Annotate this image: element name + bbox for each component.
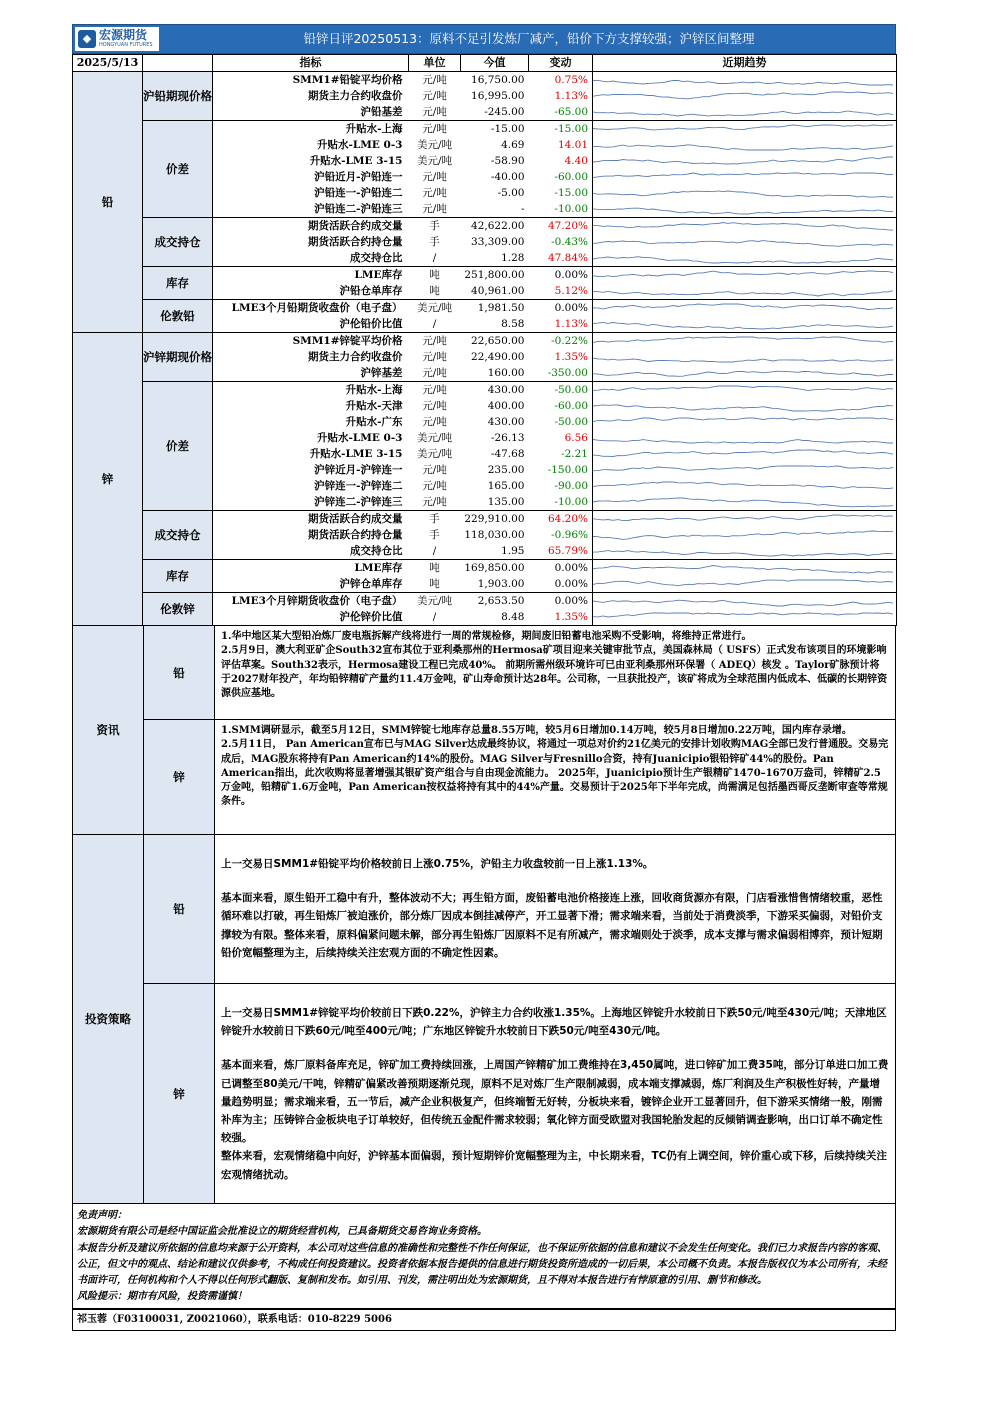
value-cell: 22,490.00 (471, 351, 525, 363)
trend-sparkline (593, 560, 897, 577)
value-cell: 33,309.00 (471, 236, 525, 248)
news-lead-text: 1.华中地区某大型铅冶炼厂废电瓶拆解产线将进行一周的常规检修，期间废旧铅蓄电池采购不受影响，将维持正常进行。 2.5月9日，澳大利亚矿企South32宣布其位于亚利桑那州的Hermosa矿项目迎来关键审批节点，美国森林局（ USFS）正式发布该项目的环境影响评估草案。South32表示，Hermosa建设工程已完成40%。 前期所需州级环境许可已由亚利桑那州环保署（ ADEQ）核发 。Taylor矿脉预计将于2027财年投产，年均铅锌精矿产量约11.4万金吨，矿山寿命预计达28年。公司称，一旦获批投产，该矿将成为全球范围内低成本、低碳的长期锌资源供应基地。 (221, 631, 888, 700)
group-label: 成交持仓 (143, 511, 213, 560)
change-cell: 0.75% (529, 72, 593, 89)
change-cell: -10.00 (554, 496, 588, 508)
group-label: 沪锌期现价格 (143, 333, 213, 382)
unit-cell: 元/吨 (422, 496, 447, 508)
unit-cell: 吨 (429, 285, 440, 297)
trend-sparkline (593, 511, 897, 528)
trend-sparkline (593, 104, 897, 121)
trend-sparkline (593, 300, 897, 317)
change-cell: 0.00% (529, 560, 593, 577)
logo-en: HONGYUAN FUTURES (99, 42, 153, 48)
value-cell: 8.48 (461, 609, 529, 626)
logo-icon: ◆ (78, 30, 96, 48)
value-cell: -5.00 (497, 187, 525, 199)
table-row (73, 593, 897, 610)
indicator-name: 沪铅连一-沪铅连二 (314, 187, 403, 199)
news-lead-label: 铅 (144, 626, 215, 719)
unit-cell: 元/吨 (422, 90, 447, 102)
trend-sparkline (593, 88, 897, 104)
unit-cell: 美元/吨 (416, 139, 453, 151)
indicator-header: 指标 (213, 55, 409, 72)
change-cell: 4.40 (564, 155, 588, 167)
strategy-zinc-p2: 基本面来看，炼厂原料备库充足，锌矿加工费持续回涨，上周国产锌精矿加工费维持在3,450属吨，进口锌矿加工费35吨，部分订单进口加工费已调整至80美元/干吨，锌精矿偏紧改善预期逐渐兑现，原料不足对炼厂生产限制减弱，成本端支撑减弱，炼厂利润及生产积极性好转，产量增量趋势明显；需求端来看，五一节后，减产企业积极复产，但终端暂无好转，分板块来看，镀锌企业开工显著回升，但下游采买情绪一般，刚需补库为主；压铸锌合金板块电子订单较好，但传统五金配件需求较弱；氧化锌方面受欧盟对我国轮胎发起的反倾销调查影响，出口订单不确定性较强。 整体来看，宏观情绪稳中向好，沪锌基本面偏弱，预计短期锌价宽幅整理为主，中长期来看，TC仍有上调空间，锌价重心或下移，后续持续关注宏观情绪扰动。 (221, 1059, 889, 1181)
indicator-name: LME库存 (213, 267, 409, 284)
trend-sparkline (593, 398, 897, 414)
news-zinc-text: 1.SMM调研显示，截至5月12日，SMM锌锭七地库存总量8.55万吨，较5月6日增加0.14万吨，较5月8日增加0.22万吨，国内库存录增。 2.5月11日， Pan American宣布已与MAG Silver达成最终协议，将通过一项总对价约21亿美元的安排计划收购MAG全部已发行普通股。交易完成后，MAG股东将持有Pan American约14%的股份。MAG Silver与Fresnillo合资，持有Juanicipio银铅锌矿44%的股份。Pan American指出，此次收购将显著增强其银矿资产组合与自由现金流能力。 2025年，Juanicipio预计生产银精矿1470–1670万盎司，锌精矿2.5万金吨，铅精矿1.6万金吨，Pan American按权益将持有其中的44%产量。交易预计于2025年下半年完成，尚需满足包括墨西哥反垄断审查等常规条件。 (221, 725, 889, 808)
indicator-name: 沪锌近月-沪锌连一 (314, 464, 403, 476)
author-contact: 祁玉蓉（F03100031, Z0021060），联系电话：010-8229 5006 (72, 1309, 896, 1331)
trend-sparkline (593, 382, 897, 399)
change-cell: -2.21 (561, 448, 588, 460)
value-cell: 235.00 (487, 464, 525, 476)
trend-sparkline (593, 593, 897, 610)
change-header: 变动 (529, 55, 593, 72)
indicator-name: 沪铅仓单库存 (339, 285, 403, 297)
unit-cell: 元/吨 (409, 382, 461, 399)
trend-sparkline (593, 576, 897, 593)
group-label: 库存 (143, 267, 213, 300)
change-cell: -0.43% (551, 236, 588, 248)
trend-sparkline (593, 121, 897, 138)
value-cell: - (520, 203, 525, 215)
group-label: 价差 (143, 382, 213, 511)
indicator-name: 升贴水-LME 0-3 (317, 139, 403, 151)
trend-sparkline (593, 153, 897, 169)
unit-cell: / (432, 545, 437, 557)
indicator-name: 期货活跃合约成交量 (213, 218, 409, 235)
group-label: 库存 (143, 560, 213, 593)
table-row (73, 300, 897, 317)
change-cell: -0.22% (529, 333, 593, 350)
change-cell: -65.00 (554, 106, 588, 118)
unit-header: 单位 (409, 55, 461, 72)
news-section (72, 626, 896, 835)
indicator-name: 沪铅基差 (360, 106, 403, 118)
unit-cell: 元/吨 (422, 464, 447, 476)
change-cell: -10.00 (554, 203, 588, 215)
trend-sparkline (593, 169, 897, 185)
unit-cell: 吨 (429, 578, 440, 590)
value-cell: 118,030.00 (464, 529, 525, 541)
unit-cell: 元/吨 (409, 333, 461, 350)
value-cell: 251,800.00 (461, 267, 529, 284)
value-cell: 400.00 (487, 400, 525, 412)
value-cell: -245.00 (484, 106, 525, 118)
unit-cell: 手 (409, 511, 461, 528)
trend-sparkline (593, 250, 897, 267)
change-cell: -15.00 (554, 187, 588, 199)
indicator-name: LME3个月锌期货收盘价（电子盘） (213, 593, 409, 610)
table-row (73, 560, 897, 577)
table-row (73, 511, 897, 528)
indicator-name: 沪铅近月-沪铅连一 (314, 171, 403, 183)
trend-sparkline (593, 527, 897, 543)
strategy-lead-p1: 上一交易日SMM1#铅锭平均价格较前日上涨0.75%，沪铅主力收盘较前一日上涨1.13%。 (221, 858, 654, 870)
value-cell: 4.69 (501, 139, 525, 151)
trend-sparkline (593, 365, 897, 382)
strategy-lead-label: 铅 (144, 835, 215, 983)
value-cell: 430.00 (487, 416, 525, 428)
report-header (72, 24, 896, 54)
indicator-name: SMM1#锌锭平均价格 (213, 333, 409, 350)
report-title: 铅锌日评20250513：原料不足引发炼厂减产，铅价下方支撑较强；沪锌区间整理 (303, 31, 755, 46)
zinc-section-label: 锌 (73, 333, 143, 626)
change-cell: 0.00% (529, 593, 593, 610)
indicator-name: 成交持仓比 (350, 545, 403, 557)
value-cell: 160.00 (487, 367, 525, 379)
value-cell: 229,910.00 (461, 511, 529, 528)
change-cell: 14.01 (557, 139, 588, 151)
unit-cell: 美元/吨 (416, 432, 453, 444)
unit-cell: 元/吨 (422, 187, 447, 199)
change-cell: 1.13% (554, 318, 588, 330)
lead-section-label: 铅 (73, 72, 143, 333)
trend-sparkline (593, 283, 897, 300)
value-cell: 1.95 (501, 545, 525, 557)
disclaimer-title: 免责声明： (77, 1210, 127, 1221)
change-cell: 0.00% (554, 578, 588, 590)
change-cell: 5.12% (554, 285, 588, 297)
indicator-name: 沪铅连二-沪铅连三 (314, 203, 403, 215)
value-cell: -58.90 (490, 155, 525, 167)
unit-cell: 手 (429, 529, 440, 541)
unit-cell: / (409, 609, 461, 626)
value-cell: 430.00 (461, 382, 529, 399)
indicator-name: 升贴水-LME 0-3 (317, 432, 403, 444)
indicator-name: LME3个月铅期货收盘价（电子盘） (213, 300, 409, 317)
change-cell: -50.00 (554, 416, 588, 428)
table-row (73, 267, 897, 284)
value-cell: 42,622.00 (461, 218, 529, 235)
group-label: 沪铅期现价格 (143, 72, 213, 121)
value-cell: 169,850.00 (461, 560, 529, 577)
group-label: 伦敦锌 (143, 593, 213, 626)
value-cell: 22,650.00 (461, 333, 529, 350)
change-cell: -15.00 (529, 121, 593, 138)
unit-cell: 元/吨 (422, 171, 447, 183)
indicator-name: 升贴水-LME 3-15 (309, 448, 403, 460)
strategy-section (72, 835, 896, 1204)
table-row (73, 218, 897, 235)
indicator-name: 期货活跃合约成交量 (213, 511, 409, 528)
change-cell: 47.84% (547, 252, 588, 264)
indicator-name: 期货活跃合约持仓量 (308, 236, 403, 248)
value-cell: -26.13 (490, 432, 525, 444)
value-cell: 16,750.00 (461, 72, 529, 89)
change-cell: -350.00 (547, 367, 588, 379)
indicator-name: 期货活跃合约持仓量 (308, 529, 403, 541)
news-label: 资讯 (73, 626, 144, 834)
unit-cell: 美元/吨 (409, 593, 461, 610)
unit-cell: 元/吨 (422, 416, 447, 428)
strategy-zinc-label: 锌 (144, 984, 215, 1203)
unit-cell: 元/吨 (409, 121, 461, 138)
change-cell: 1.35% (554, 351, 588, 363)
change-cell: 47.20% (529, 218, 593, 235)
table-row (73, 72, 897, 89)
group-label: 成交持仓 (143, 218, 213, 267)
trend-sparkline (593, 218, 897, 235)
change-cell: -0.96% (551, 529, 588, 541)
indicator-name: 升贴水-广东 (345, 416, 403, 428)
change-cell: 6.56 (564, 432, 588, 444)
indicator-name: 升贴水-LME 3-15 (309, 155, 403, 167)
table-row (73, 121, 897, 138)
disclaimer-body: 宏源期货有限公司是经中国证监会批准设立的期货经营机构，已具备期货交易咨询业务资格。 本报告分析及建议所依据的信息均来源于公开资料，本公司对这些信息的准确性和完整性不作任何保证，也不保证所依据的信息和建议不会发生任何变化。我们已力求报告内容的客观、公正，但文中的观点、结论和建议仅供参考，不构成任何投资建议。投资者依据本报告提供的信息进行期货投资所造成的一切后果，本公司概不负责。本报告版权仅为本公司所有，未经书面许可，任何机构和个人不得以任何形式翻版、复制和发布。如引用、刊发，需注明出处为宏源期货，且不得对本报告进行有悖原意的引用、删节和修改。 (77, 1226, 887, 1287)
news-zinc-label: 锌 (144, 720, 215, 834)
price-table (72, 54, 897, 626)
trend-sparkline (593, 609, 897, 626)
trend-sparkline (593, 72, 897, 89)
value-cell: 8.58 (501, 318, 525, 330)
unit-cell: / (432, 318, 437, 330)
unit-cell: 吨 (409, 560, 461, 577)
strategy-zinc-p1: 上一交易日SMM1#锌锭平均价较前日下跌0.22%，沪锌主力合约收涨1.35%。上海地区锌锭升水较前日下跌50元/吨至430元/吨；天津地区锌锭升水较前日下跌60元/吨至400元/吨；广东地区锌锭升水较前日下跌50元/吨至430元/吨。 (221, 1007, 887, 1038)
group-label: 伦敦铅 (143, 300, 213, 333)
change-cell: 0.00% (529, 267, 593, 284)
trend-sparkline (593, 137, 897, 153)
unit-cell: / (432, 252, 437, 264)
indicator-name: 升贴水-上海 (213, 121, 409, 138)
value-cell: -40.00 (490, 171, 525, 183)
change-cell: -150.00 (547, 464, 588, 476)
unit-cell: 手 (409, 218, 461, 235)
trend-sparkline (593, 349, 897, 365)
indicator-name: 沪伦铅价比值 (339, 318, 403, 330)
trend-sparkline (593, 462, 897, 478)
group-label: 价差 (143, 121, 213, 218)
indicator-name: 沪锌连二-沪锌连三 (314, 496, 403, 508)
trend-sparkline (593, 316, 897, 333)
indicator-name: 期货主力合约收盘价 (308, 351, 403, 363)
unit-cell: 元/吨 (422, 203, 447, 215)
indicator-name: LME库存 (213, 560, 409, 577)
change-cell: -90.00 (554, 480, 588, 492)
trend-sparkline (593, 234, 897, 250)
table-row (73, 382, 897, 399)
trend-sparkline (593, 494, 897, 511)
unit-cell: 美元/吨 (416, 448, 453, 460)
trend-sparkline (593, 478, 897, 494)
trend-sparkline (593, 333, 897, 350)
indicator-name: 沪锌基差 (360, 367, 403, 379)
indicator-name: 升贴水-天津 (345, 400, 403, 412)
value-cell: 16,995.00 (471, 90, 525, 102)
indicator-name: 成交持仓比 (350, 252, 403, 264)
trend-sparkline (593, 543, 897, 560)
table-row (73, 333, 897, 350)
unit-cell: 元/吨 (422, 400, 447, 412)
value-cell: 135.00 (487, 496, 525, 508)
change-cell: -60.00 (554, 171, 588, 183)
change-cell: 0.00% (529, 300, 593, 317)
indicator-name: 沪伦锌价比值 (213, 609, 409, 626)
trend-sparkline (593, 430, 897, 446)
risk-notice: 风险提示：期市有风险，投资需谨慎！ (77, 1291, 247, 1303)
change-cell: 1.13% (554, 90, 588, 102)
change-cell: -50.00 (529, 382, 593, 399)
trend-sparkline (593, 201, 897, 218)
date-header: 2025/5/13 (73, 55, 143, 72)
change-cell: 65.79% (547, 545, 588, 557)
strategy-lead-p2: 基本面来看，原生铅开工稳中有升，整体波动不大；再生铅方面，废铅蓄电池价格接连上涨，回收商货源亦有限，门店看涨惜售情绪较重，恶性循环难以打破，再生铅炼厂被迫涨价，部分炼厂因成本倒挂减停产，开工显著下滑；需求端来看，当前处于消费淡季，下游采买偏弱，对铅价支撑较为有限。整体来看，原料偏紧问题未解，部分再生铅炼厂因原料不足有所减产，需求端则处于淡季，成本支撑与需求偏弱相博弈，预计短期铅价宽幅整理为主，后续持续关注宏观方面的不确定性因素。 (221, 892, 883, 959)
indicator-name: 沪锌连一-沪锌连二 (314, 480, 403, 492)
logo-cn: 宏源期货 (99, 28, 148, 42)
company-logo (75, 27, 159, 51)
value-cell: -47.68 (490, 448, 525, 460)
unit-cell: 元/吨 (422, 106, 447, 118)
value-header: 今值 (461, 55, 529, 72)
blank-header (143, 55, 213, 72)
value-cell: 2,653.50 (461, 593, 529, 610)
disclaimer (72, 1204, 896, 1309)
unit-cell: 吨 (409, 267, 461, 284)
indicator-name: 期货主力合约收盘价 (308, 90, 403, 102)
trend-sparkline (593, 446, 897, 462)
trend-sparkline (593, 185, 897, 201)
trend-sparkline (593, 414, 897, 430)
change-cell: 64.20% (529, 511, 593, 528)
value-cell: -15.00 (461, 121, 529, 138)
trend-sparkline (593, 267, 897, 284)
indicator-name: SMM1#铅锭平均价格 (213, 72, 409, 89)
unit-cell: 元/吨 (409, 72, 461, 89)
unit-cell: 美元/吨 (416, 155, 453, 167)
value-cell: 1.28 (501, 252, 525, 264)
strategy-label: 投资策略 (73, 835, 144, 1203)
unit-cell: 元/吨 (422, 367, 447, 379)
indicator-name: 升贴水-上海 (213, 382, 409, 399)
indicator-name: 沪锌仓单库存 (339, 578, 403, 590)
value-cell: 165.00 (487, 480, 525, 492)
value-cell: 40,961.00 (471, 285, 525, 297)
trend-header: 近期趋势 (593, 55, 897, 72)
value-cell: 1,903.00 (477, 578, 525, 590)
value-cell: 1,981.50 (461, 300, 529, 317)
unit-cell: 元/吨 (422, 480, 447, 492)
unit-cell: 元/吨 (422, 351, 447, 363)
unit-cell: 美元/吨 (409, 300, 461, 317)
change-cell: -60.00 (554, 400, 588, 412)
change-cell: 1.35% (529, 609, 593, 626)
unit-cell: 手 (429, 236, 440, 248)
